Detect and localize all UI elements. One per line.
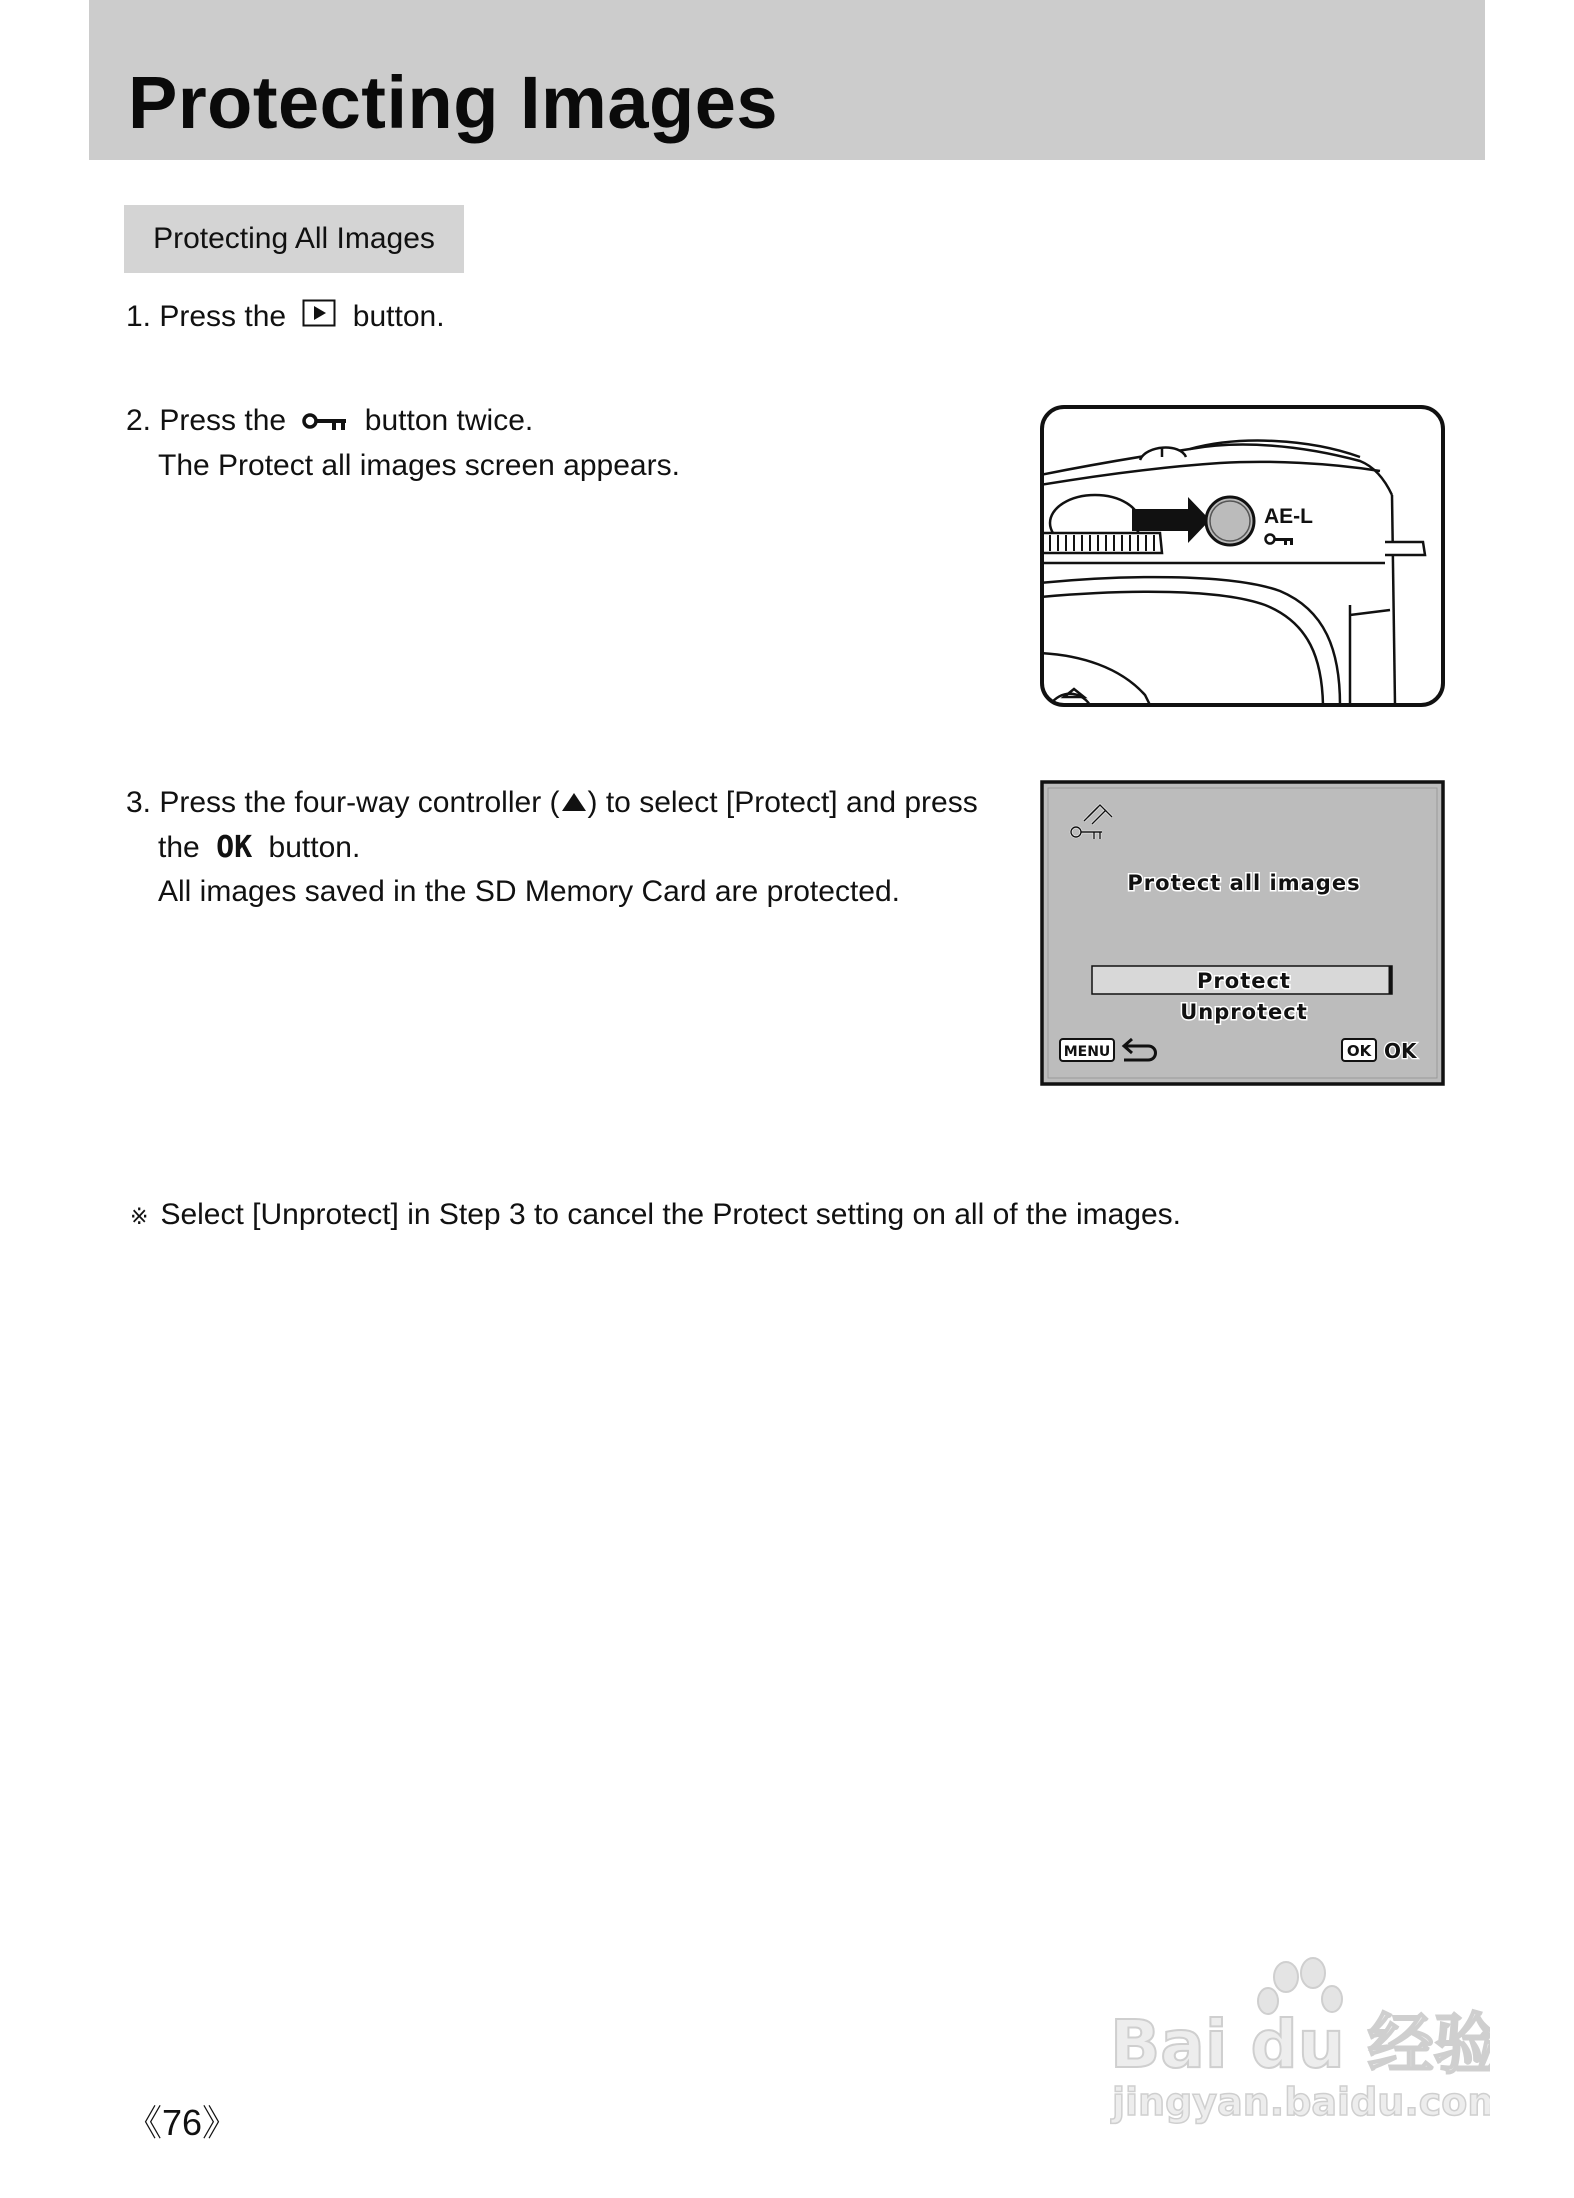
step-2-text-post: button twice. [364,404,534,437]
step-2-text-pre: Press the [159,404,287,437]
ok-action-label: OK [1384,1039,1417,1063]
ae-l-label: AE-L [1264,505,1313,528]
ok-key-label: OK [1346,1042,1372,1060]
watermark-url: jingyan.baidu.com [1112,2080,1490,2124]
option-protect: Protect [1197,969,1291,993]
baidu-watermark [1110,1955,1490,2140]
step-2-number: 2. [126,404,152,437]
step-3-text-pre: Press the four-way controller ( [159,786,560,819]
step-1-number: 1. [126,300,152,333]
step-3 [126,781,978,914]
page-number: 《76》 [126,2102,239,2143]
step-3-line2 [126,826,978,870]
step-1-text-pre: Press the [159,300,287,333]
section-title: Protecting All Images [124,205,464,273]
step-3-line2-post: button. [268,831,361,865]
step-3-line3: All images saved in the SD Memory Card are protected. [158,875,900,909]
menu-key-label: MENU [1063,1044,1111,1060]
up-arrow-icon [561,782,587,826]
playback-icon [302,296,336,340]
step-1 [126,295,445,340]
page-title: Protecting Images [128,61,779,144]
step-2 [126,399,680,488]
step-1-text-post: button. [352,300,445,333]
step-3-text-post: ) to select [Protect] and press [587,786,978,819]
step-3-line2-pre: the [158,831,200,865]
step-3-number: 3. [126,786,152,819]
ae-l-button [1206,497,1254,545]
lcd-screen [1040,780,1445,1091]
watermark-brand: Bai du 经验 [1110,2006,1490,2083]
step-2-line2: The Protect all images screen appears. [158,449,680,483]
screen-title: Protect all images [1127,871,1361,895]
note-text: Select [Unprotect] in Step 3 to cancel the Protect setting on all of the images. [160,1198,1182,1231]
key-icon [302,400,348,444]
ok-button-glyph: OK [216,830,253,866]
note-mark: ※ [130,1204,149,1229]
note [130,1198,1181,1232]
option-unprotect: Unprotect [1180,1000,1308,1024]
camera-illustration [1040,405,1445,712]
